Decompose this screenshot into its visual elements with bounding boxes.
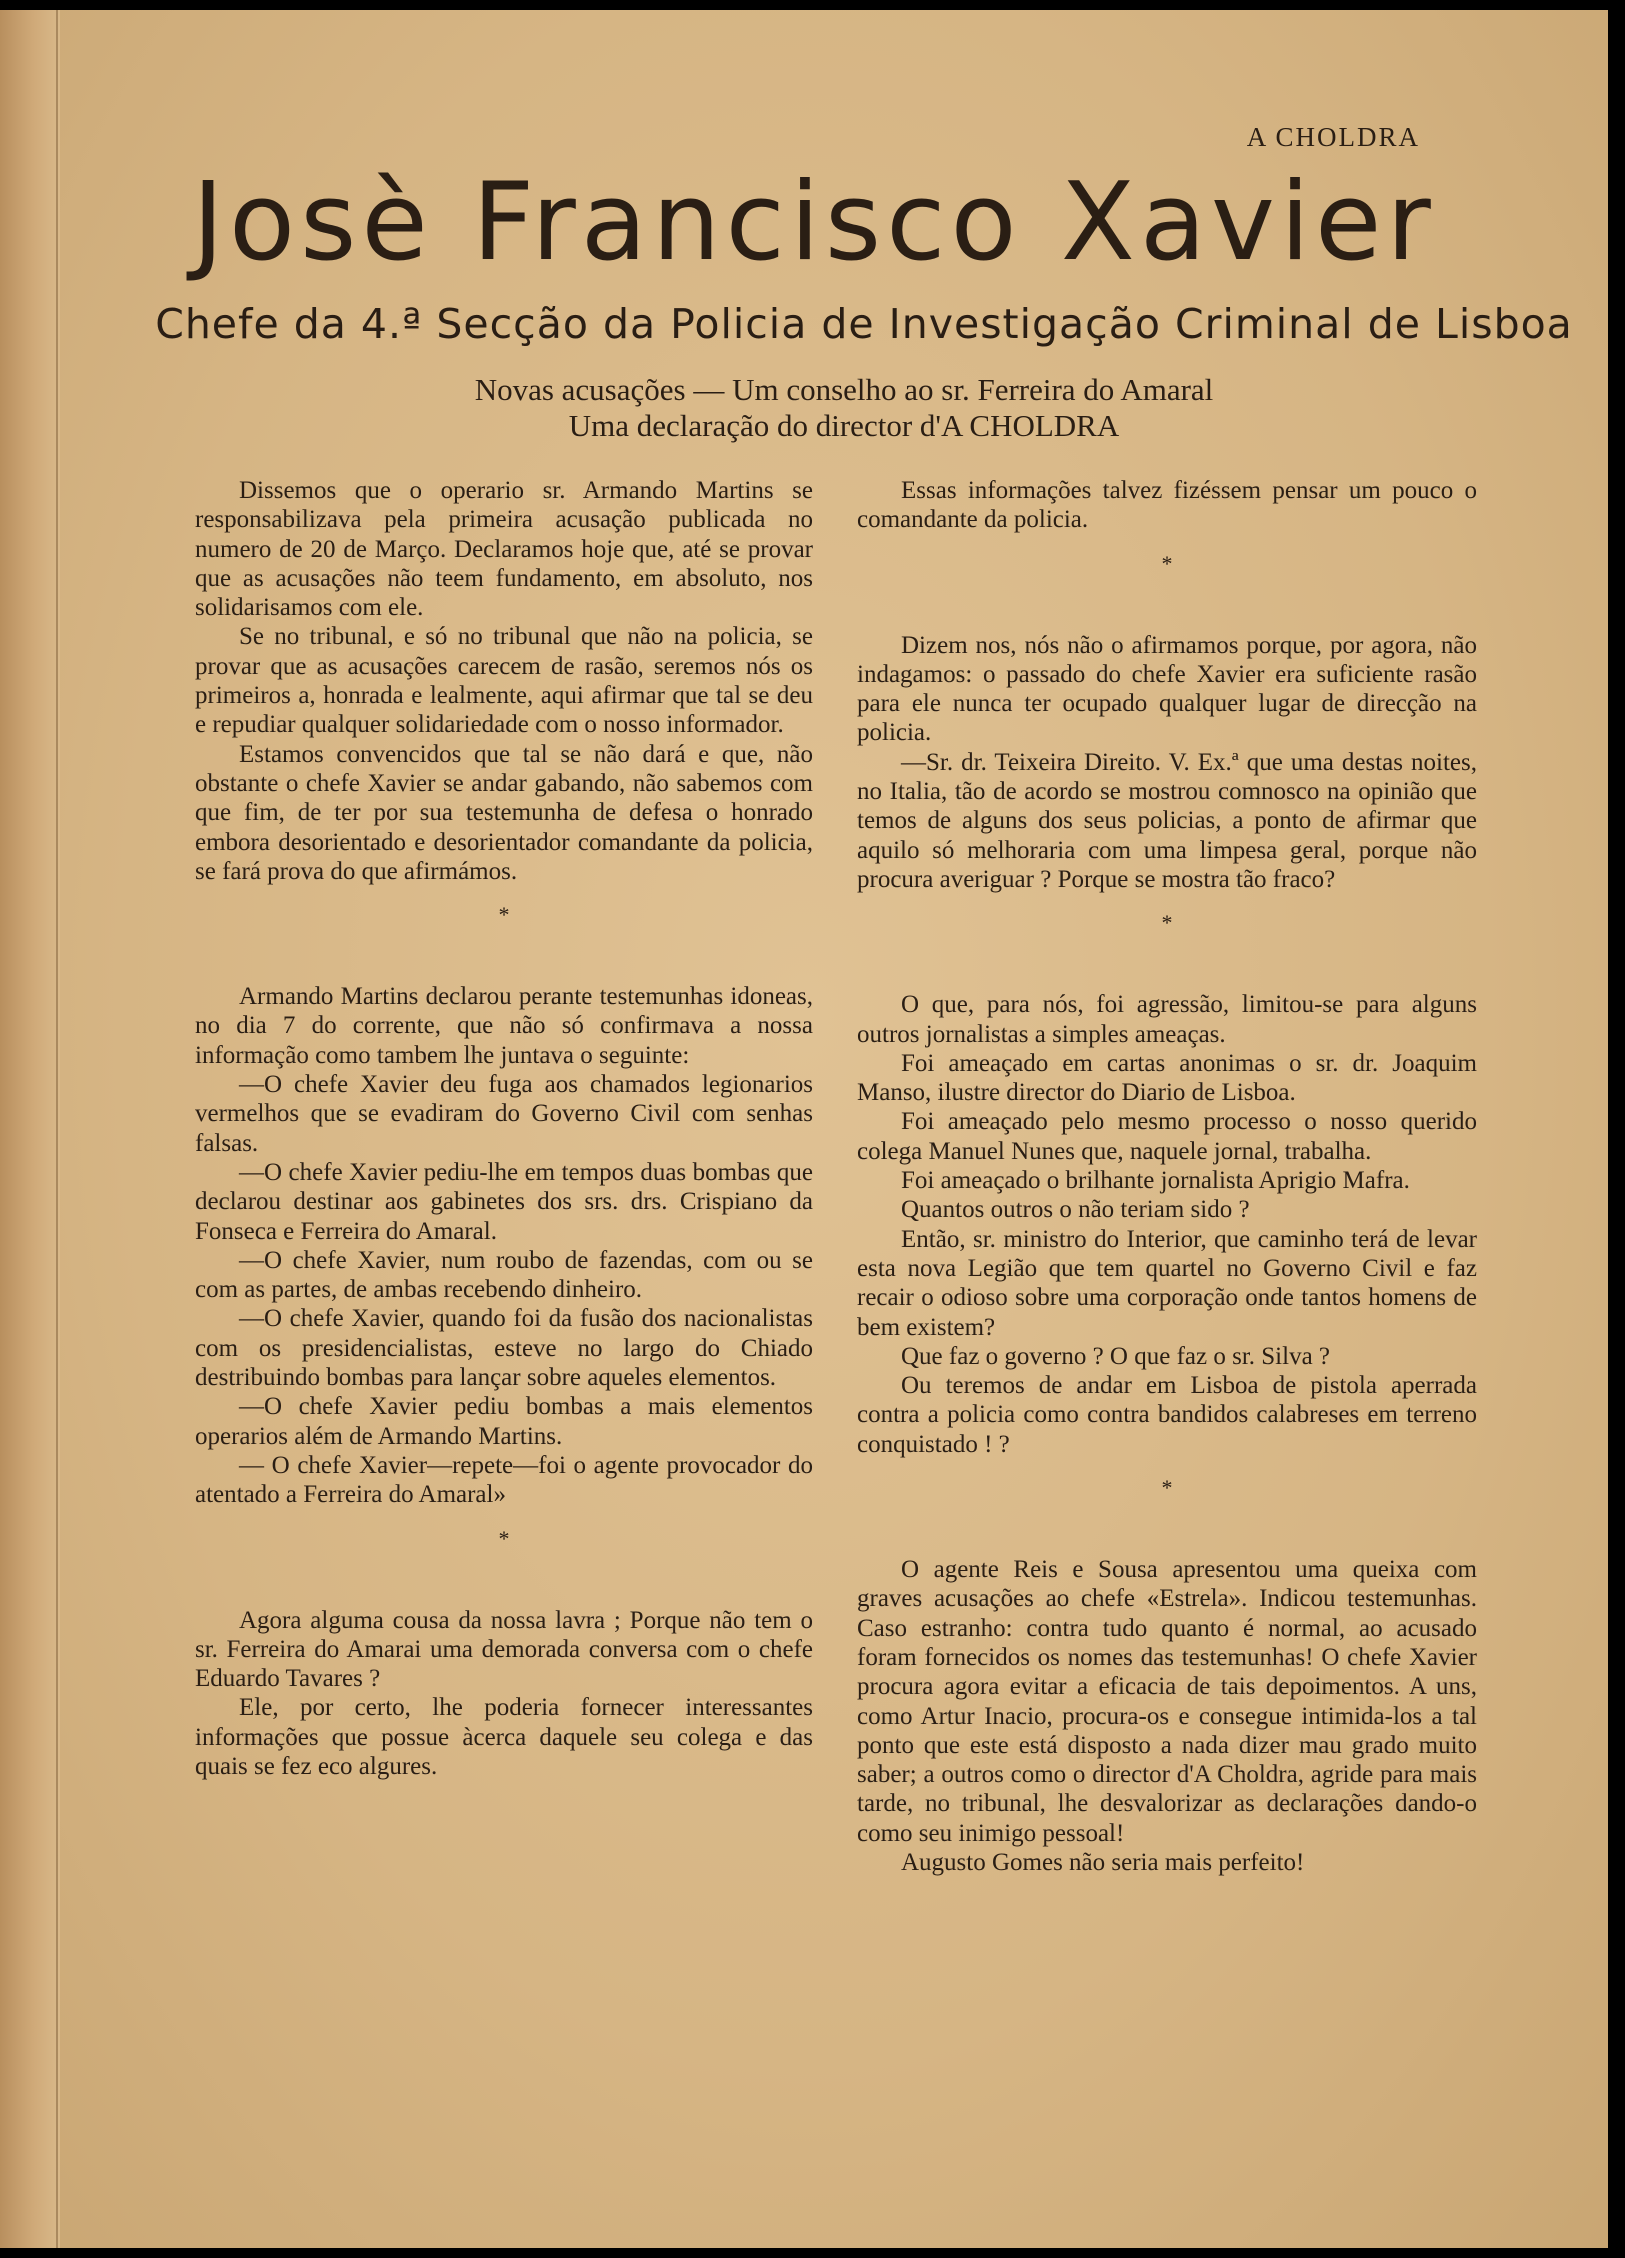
section-separator: * (498, 902, 510, 928)
paragraph: Dissemos que o operario sr. Armando Martins se responsabilizava pela primeira acusação publicada no numero de 20 de Março. Declaramos hoje que, até se provar que as acusações não teem fundamento, em absoluto, nos solidarisamos com ele. (195, 477, 813, 622)
paragraph: Foi ameaçado pelo mesmo processo o nosso querido colega Manuel Nunes que, naquele jornal, trabalha. (857, 1108, 1477, 1165)
paragraph: Estamos convencidos que tal se não dará e que, não obstante o chefe Xavier se andar gabando, não sabemos com que fim, de ter por sua testemunha de defesa o honrado embora desorientado e desorientador comandante da policia, se fará prova do que afirmámos. (195, 740, 813, 885)
right-column (857, 476, 1477, 1877)
paragraph: Foi ameaçado em cartas anonimas o sr. dr. Joaquim Manso, ilustre director do Diario de Lisboa. (857, 1049, 1477, 1107)
paragraph: Essas informações talvez fizéssem pensar um pouco o comandante da policia. (857, 477, 1477, 534)
left-column (195, 476, 813, 1781)
paragraph: Dizem nos, nós não o afirmamos porque, por agora, não indagamos: o passado do chefe Xavier era suficiente rasão para ele nunca ter ocupado qualquer lugar de direcção na policia. (857, 631, 1477, 747)
paragraph: Ele, por certo, lhe poderia fornecer interessantes informações que possue àcerca daquele seu colega e das quais se fez eco algures. (195, 1694, 813, 1780)
section-separator: * (498, 1525, 510, 1551)
paragraph: —Sr. dr. Teixeira Direito. V. Ex.ª que uma destas noites, no Italia, tão de acordo se mostrou comnosco na opinião que temos de alguns dos seus policias, a ponto de afirmar que aquilo só melhoraria com uma limpesa geral, porque não procura averiguar ? Porque se mostra tão fraco? (857, 748, 1477, 893)
paragraph: Armando Martins declarou perante testemunhas idoneas, no dia 7 do corrente, que não só confirmava a nossa informação como tambem lhe juntava o seguinte: (195, 983, 813, 1069)
paragraph: —O chefe Xavier, num roubo de fazendas, com ou se com as partes, de ambas recebendo dinheiro. (195, 1246, 813, 1304)
paragraph: Agora alguma cousa da nossa lavra ; Porque não tem o sr. Ferreira do Amarai uma demorada conversa com o chefe Eduardo Tavares ? (195, 1606, 813, 1693)
paragraph: Que faz o governo ? O que faz o sr. Silva ? (901, 1342, 1331, 1370)
newspaper-page (0, 10, 1608, 2248)
paragraph: —O chefe Xavier pediu-lhe em tempos duas bombas que declarou destinar aos gabinetes dos srs. drs. Crispiano da Fonseca e Ferreira do Amaral. (195, 1158, 813, 1245)
paragraph: Se no tribunal, e só no tribunal que não na policia, se provar que as acusações carecem de rasão, seremos nós os primeiros a, honrada e lealmente, aqui afirmar que tal se deu e repudiar qualquer solidariedade com o nosso informador. (195, 623, 813, 739)
paragraph: Foi ameaçado o brilhante jornalista Aprigio Mafra. (901, 1167, 1410, 1195)
article-kicker (0, 372, 1608, 444)
section-separator: * (1161, 550, 1173, 576)
paragraph: Então, sr. ministro do Interior, que caminho terá de levar esta nova Legião que tem quartel no Governo Civil e faz recair o odioso sobre uma corporação onde tantos homens de bem existem? (857, 1225, 1477, 1341)
article-subtitle: Chefe da 4.ª Secção da Policia de Investigação Criminal de Lisboa (155, 300, 1573, 348)
paragraph: —O chefe Xavier deu fuga aos chamados legionarios vermelhos que se evadiram do Governo Civil com senhas falsas. (195, 1071, 813, 1157)
section-separator: * (1161, 1475, 1173, 1501)
paragraph: Ou teremos de andar em Lisboa de pistola aperrada contra a policia como contra bandidos calabreses em terreno conquistado ! ? (857, 1372, 1477, 1458)
paragraph: —O chefe Xavier, quando foi da fusão dos nacionalistas com os presidencialistas, esteve no largo do Chiado destribuindo bombas para lançar sobre aqueles elementos. (195, 1305, 813, 1392)
masthead: A CHOLDRA (1246, 122, 1420, 152)
kicker-line-1: Novas acusações — Um conselho ao sr. Ferreira do Amaral (474, 372, 1214, 407)
paragraph: Augusto Gomes não seria mais perfeito! (901, 1848, 1305, 1876)
section-separator: * (1161, 910, 1173, 936)
paragraph: —O chefe Xavier pediu bombas a mais elementos operarios além de Armando Martins. (195, 1393, 813, 1450)
paragraph: Quantos outros o não teriam sido ? (901, 1196, 1250, 1224)
article-title: Josè Francisco Xavier (192, 160, 1436, 285)
kicker-line-2: Uma declaração do director d'A CHOLDRA (568, 408, 1120, 443)
paragraph: — O chefe Xavier—repete—foi o agente provocador do atentado a Ferreira do Amaral» (195, 1451, 813, 1509)
paragraph: O agente Reis e Sousa apresentou uma queixa com graves acusações ao chefe «Estrela». Indicou testemunhas. Caso estranho: contra tudo quanto é normal, ao acusado foram fornecidos os nomes das testemunhas! O chefe Xavier procura agora evitar a eficacia de tais depoimentos. A uns, como Artur Inacio, procura-os e consegue intimida-los a tal ponto que este está disposto a nada dizer mau grado muito saber; a outros como o director d'A Choldra, agride para mais tarde, no tribunal, lhe desvalorizar as declarações dando-o como seu inimigo pessoal! (857, 1556, 1477, 1847)
paragraph: O que, para nós, foi agressão, limitou-se para alguns outros jornalistas a simples ameaças. (857, 991, 1477, 1048)
